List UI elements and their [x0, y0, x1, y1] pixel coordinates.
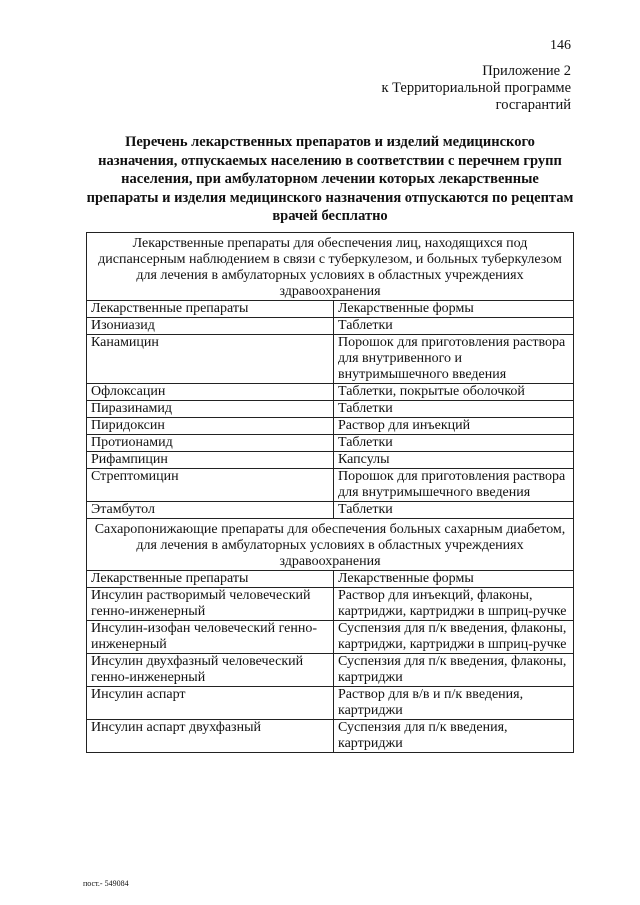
drug-name-cell: Инсулин двухфазный человеческий генно-инженерный	[87, 654, 334, 687]
drug-form-cell: Суспензия для п/к введения, флаконы, картриджи, картриджи в шприц-ручке	[334, 621, 574, 654]
drug-name-cell: Стрептомицин	[87, 469, 334, 502]
table-row	[87, 654, 574, 687]
appendix-line: к Территориальной программе	[381, 80, 571, 96]
column-header-row	[87, 301, 574, 318]
drug-name-cell: Этамбутол	[87, 502, 334, 519]
drug-form-cell: Раствор для инъекций	[334, 418, 574, 435]
drug-form-cell: Раствор для в/в и п/к введения, картриджи	[334, 687, 574, 720]
section-heading-row	[87, 233, 574, 301]
drug-form-cell: Порошок для приготовления раствора для внутримышечного введения	[334, 469, 574, 502]
column-header-row	[87, 571, 574, 588]
appendix-line: госгарантий	[495, 97, 571, 113]
table-row	[87, 401, 574, 418]
table-row	[87, 318, 574, 335]
table-row	[87, 687, 574, 720]
table-row	[87, 384, 574, 401]
drugs-table	[86, 232, 574, 753]
drug-name-cell: Пиридоксин	[87, 418, 334, 435]
drug-form-cell: Таблетки	[334, 318, 574, 335]
drug-form-cell: Порошок для приготовления раствора для внутривенного и внутримышечного введения	[334, 335, 574, 384]
column-header-drug: Лекарственные препараты	[87, 571, 334, 588]
section-heading-row	[87, 519, 574, 571]
document-title: Перечень лекарственных препаратов и изделий медицинского назначения, отпускаемых населению в соответствии с перечнем групп населения, при амбулаторном лечении которых лекарственные препараты и изделия медицинского назначения отпускаются по рецептам врачей бесплатно	[86, 134, 574, 224]
drug-form-cell: Таблетки	[334, 502, 574, 519]
column-header-drug: Лекарственные препараты	[87, 301, 334, 318]
drug-name-cell: Изониазид	[87, 318, 334, 335]
drug-name-cell: Канамицин	[87, 335, 334, 384]
footer-code: пост.- 549084	[83, 879, 129, 888]
table-row	[87, 588, 574, 621]
drug-name-cell: Офлоксацин	[87, 384, 334, 401]
drug-name-cell: Инсулин растворимый человеческий генно-инженерный	[87, 588, 334, 621]
drug-name-cell: Инсулин аспарт двухфазный	[87, 720, 334, 753]
appendix-line: Приложение 2	[482, 63, 571, 79]
drug-form-cell: Суспензия для п/к введения, флаконы, картриджи	[334, 654, 574, 687]
drug-name-cell: Инсулин аспарт	[87, 687, 334, 720]
table-row	[87, 469, 574, 502]
drug-name-cell: Пиразинамид	[87, 401, 334, 418]
drug-form-cell: Раствор для инъекций, флаконы, картриджи, картриджи в шприц-ручке	[334, 588, 574, 621]
table-row	[87, 418, 574, 435]
drug-form-cell: Суспензия для п/к введения, картриджи	[334, 720, 574, 753]
table-row	[87, 435, 574, 452]
drug-name-cell: Инсулин-изофан человеческий генно-инженерный	[87, 621, 334, 654]
drug-form-cell: Таблетки	[334, 401, 574, 418]
drug-name-cell: Протионамид	[87, 435, 334, 452]
section-heading: Лекарственные препараты для обеспечения лиц, находящихся под диспансерным наблюдением в связи с туберкулезом, и больных туберкулезом для лечения в амбулаторных условиях в областных учреждениях здравоохранения	[87, 233, 574, 301]
table-row	[87, 621, 574, 654]
table-row	[87, 720, 574, 753]
drug-form-cell: Таблетки	[334, 435, 574, 452]
appendix-header	[381, 63, 571, 114]
table-row	[87, 502, 574, 519]
column-header-form: Лекарственные формы	[334, 301, 574, 318]
drug-form-cell: Таблетки, покрытые оболочкой	[334, 384, 574, 401]
section-heading: Сахаропонижающие препараты для обеспечения больных сахарным диабетом, для лечения в амбулаторных условиях в областных учреждениях здравоохранения	[87, 519, 574, 571]
page-number: 146	[550, 38, 571, 53]
drug-form-cell: Капсулы	[334, 452, 574, 469]
table-row	[87, 335, 574, 384]
drug-name-cell: Рифампицин	[87, 452, 334, 469]
column-header-form: Лекарственные формы	[334, 571, 574, 588]
table-row	[87, 452, 574, 469]
